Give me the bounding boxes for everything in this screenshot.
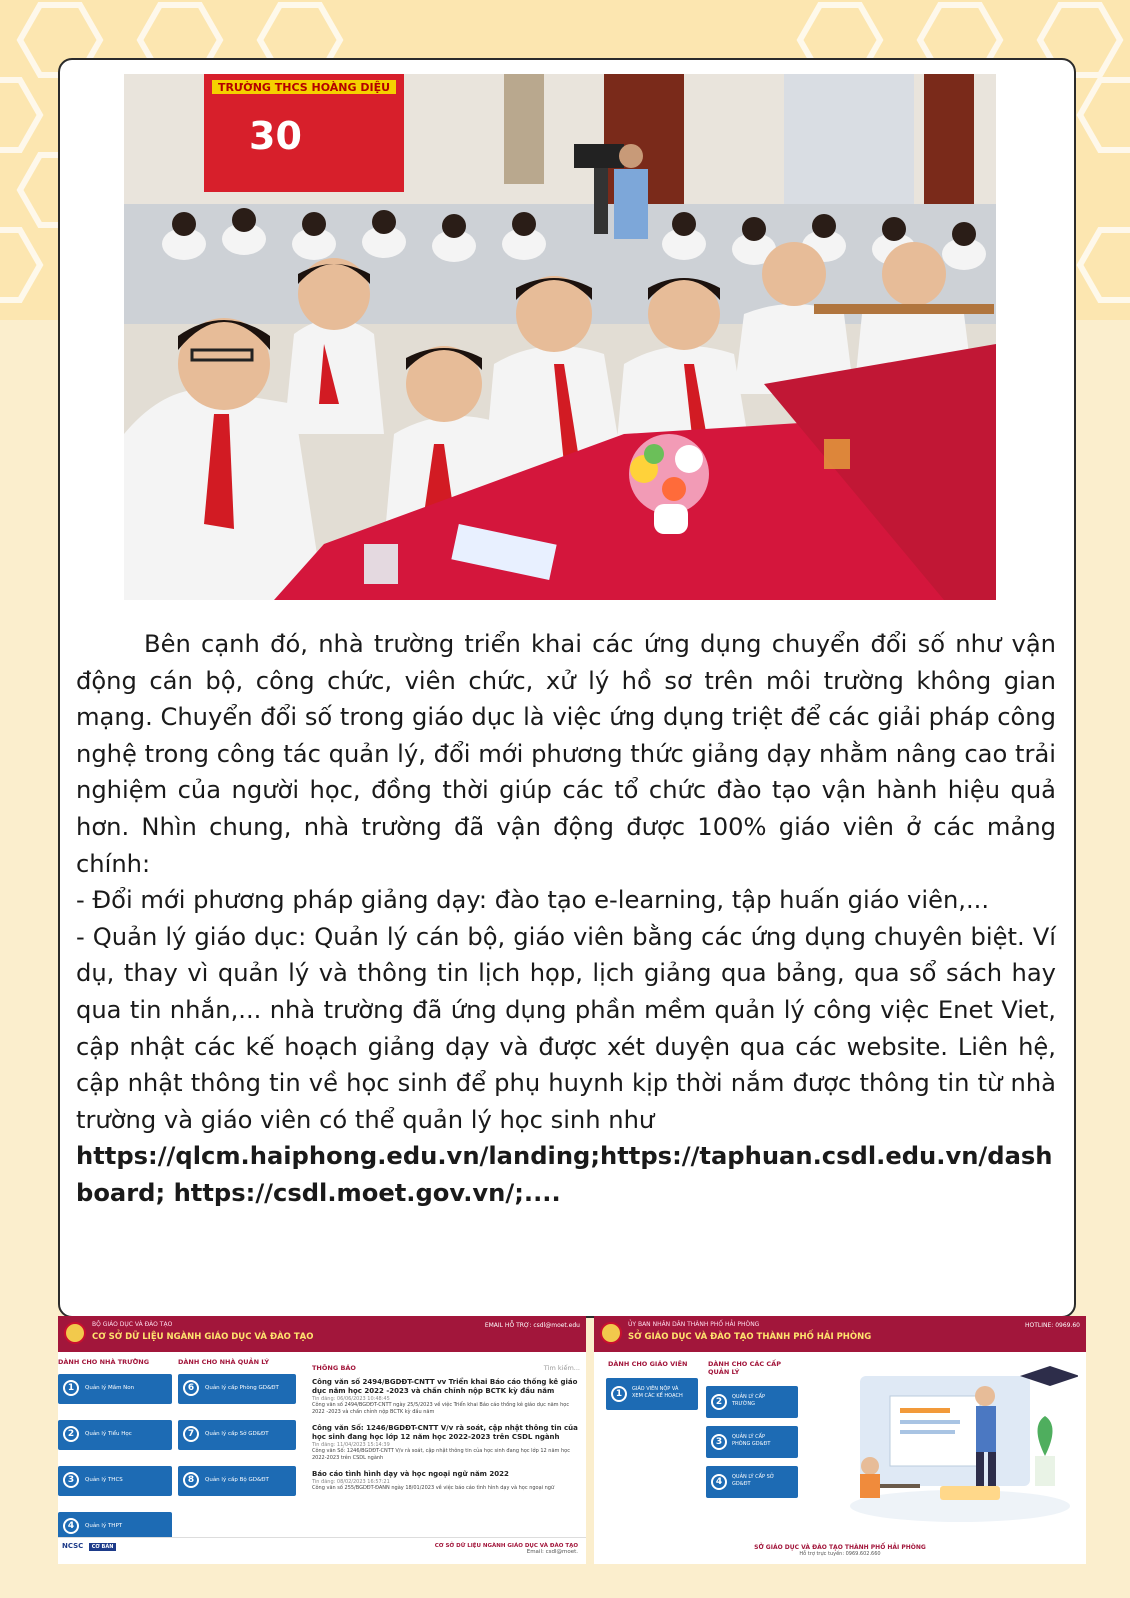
moet-org: BỘ GIÁO DỤC VÀ ĐÀO TẠO bbox=[92, 1321, 173, 1328]
office-illustration bbox=[830, 1356, 1078, 1528]
news-item-date: Tin đăng: 08/02/2023 16:57:21 bbox=[312, 1479, 390, 1485]
tile-district-admin[interactable] bbox=[706, 1426, 798, 1458]
intro-paragraph: Bên cạnh đó, nhà trường triển khai các ứng dụng chuyển đổi số như vận động cán bộ, công chức, viên chức, xử lý hồ sơ trên môi trường không gian mạng. Chuyển đổi số trong giáo dục là việc ứng dụng triệt để các giải pháp công nghệ trong công tác quản lý, đổi mới phương thức giảng dạy nhằm nâng cao trải nghiệm của người học, đồng thời giúp các tổ chức đào tạo vận hành hiệu quả hơn. Nhìn chung, nhà trường đã vận động được 100% giáo viên ở các mảng chính: bbox=[76, 630, 1056, 878]
moet-title: CƠ SỞ DỮ LIỆU NGÀNH GIÁO DỤC VÀ ĐÀO TẠO bbox=[92, 1332, 314, 1342]
tile-preschool[interactable] bbox=[58, 1374, 172, 1404]
news-item-title: Báo cáo tình hình dạy và học ngoại ngữ năm 2022 bbox=[312, 1470, 509, 1478]
tile-number: 7 bbox=[183, 1426, 199, 1442]
haiphong-footer-title: SỞ GIÁO DỤC VÀ ĐÀO TẠO THÀNH PHỐ HẢI PHÒNG bbox=[754, 1544, 926, 1551]
ncsc-label: NCSC bbox=[62, 1542, 84, 1550]
news-item[interactable] bbox=[312, 1378, 580, 1416]
moet-footer-email: Email: csdl@moet. bbox=[526, 1549, 578, 1555]
tile-department-admin[interactable] bbox=[706, 1466, 798, 1498]
moet-footer-text bbox=[435, 1543, 578, 1555]
website-links[interactable]: https://qlcm.haiphong.edu.vn/landing;https://taphuan.csdl.edu.vn/dashboard; https://csdl.moet.gov.vn/;.... bbox=[76, 1142, 1053, 1207]
tile-number: 2 bbox=[63, 1426, 79, 1442]
moet-footer-title: CƠ SỞ DỮ LIỆU NGÀNH GIÁO DỤC VÀ ĐÀO TẠO bbox=[434, 1543, 578, 1549]
haiphong-hotline: HOTLINE: 0969.60 bbox=[1024, 1322, 1080, 1329]
news-item[interactable] bbox=[312, 1470, 580, 1492]
haiphong-footer-hotline: Hỗ trợ trực tuyến: 0969.602.660 bbox=[799, 1551, 881, 1557]
news-item-excerpt: Công văn Số: 1246/BGDĐT-CNTT V/v rà soát, cập nhật thông tin của học sinh đang học lớp 12 năm học 2022-2023 trên CSDL ngành bbox=[312, 1448, 570, 1461]
moet-footer bbox=[58, 1537, 586, 1564]
tile-label: Quản lý cấp Bộ GD&ĐT bbox=[205, 1477, 269, 1483]
haiphong-title: SỞ GIÁO DỤC VÀ ĐÀO TẠO THÀNH PHỐ HẢI PHÒNG bbox=[628, 1332, 872, 1342]
news-item-title: Công văn Số: 1246/BGDĐT-CNTT V/v rà soát, cập nhật thông tin của học sinh đang học lớp 12 năm học 2022-2023 trên CSDL ngành bbox=[312, 1424, 578, 1441]
moet-support-email: EMAIL HỖ TRỢ: csdl@moet.edu bbox=[484, 1322, 580, 1329]
tile-label: Quản lý cấp Sở GD&ĐT bbox=[205, 1431, 269, 1437]
tile-label: Quản lý THCS bbox=[85, 1477, 123, 1483]
col-teacher-heading: DÀNH CHO GIÁO VIÊN bbox=[608, 1360, 688, 1368]
ncsc-badge bbox=[62, 1542, 116, 1550]
moet-header bbox=[58, 1316, 586, 1352]
tile-number: 6 bbox=[183, 1380, 199, 1396]
article-body bbox=[76, 626, 1056, 1212]
tile-teacher-plans[interactable] bbox=[606, 1378, 698, 1410]
tile-secondary[interactable] bbox=[58, 1466, 172, 1496]
tile-school-admin[interactable] bbox=[706, 1386, 798, 1418]
tile-label: Quản lý Tiểu Học bbox=[85, 1431, 132, 1437]
col-school-heading: DÀNH CHO NHÀ TRƯỜNG bbox=[58, 1358, 150, 1366]
news-item[interactable] bbox=[312, 1424, 580, 1462]
tile-department[interactable] bbox=[178, 1420, 296, 1450]
tile-ministry[interactable] bbox=[178, 1466, 296, 1496]
tile-number: 3 bbox=[711, 1434, 727, 1450]
tile-number: 1 bbox=[63, 1380, 79, 1396]
news-item-excerpt: Công văn số 2494/BGDĐT-CNTT ngày 25/5/2023 về việc Triển khai Báo cáo thống kê giáo dục năm học 2022 -2023 và chấn chỉnh nộp BCTK kỳ đầu năm bbox=[312, 1402, 570, 1415]
news-item-date: Tin đăng: 06/06/2023 10:48:45 bbox=[312, 1396, 390, 1402]
tile-label: QUẢN LÝ CẤP TRƯỜNG bbox=[732, 1394, 766, 1407]
haiphong-portal-screenshot bbox=[594, 1316, 1086, 1564]
banner-number: 30 bbox=[249, 114, 302, 158]
tile-label: Quản lý THPT bbox=[85, 1523, 123, 1529]
haiphong-footer bbox=[594, 1538, 1086, 1564]
tile-label: QUẢN LÝ CẤP SỞ GD&ĐT bbox=[732, 1474, 775, 1487]
news-heading bbox=[312, 1364, 580, 1372]
tile-number: 4 bbox=[63, 1518, 79, 1534]
banner-text: TRƯỜNG THCS HOÀNG DIỆU bbox=[217, 81, 391, 94]
moet-database-screenshot bbox=[58, 1316, 586, 1564]
ncsc-level: CƠ BẢN bbox=[89, 1543, 117, 1551]
tile-district-office[interactable] bbox=[178, 1374, 296, 1404]
tile-number: 8 bbox=[183, 1472, 199, 1488]
tile-number: 1 bbox=[611, 1386, 627, 1402]
col-admin-heading: DÀNH CHO CÁC CẤP QUẢN LÝ bbox=[708, 1360, 781, 1376]
tile-number: 2 bbox=[711, 1394, 727, 1410]
news-panel bbox=[312, 1364, 580, 1500]
national-emblem-icon bbox=[600, 1322, 622, 1344]
tile-label: QUẢN LÝ CẤP PHÒNG GD&ĐT bbox=[732, 1434, 771, 1447]
bullet-education-management: - Quản lý giáo dục: Quản lý cán bộ, giáo viên bằng các ứng dụng chuyên biệt. Ví dụ, thay vì quản lý và thông tin lịch họp, lịch giảng qua bảng, qua sổ sách hay qua tin nhắn,... nhà trường đã ứng dụng phần mềm quản lý công việc Enet Viet, cập nhật các kế hoạch giảng dạy và được xét duyện qua các website. Liên hệ, cập nhật thông tin về học sinh để phụ huynh kịp thời nắm được thông tin từ nhà trường và giáo viên có thể quản lý học sinh như bbox=[76, 922, 1056, 1134]
news-item-title: Công văn số 2494/BGDĐT-CNTT vv Triển khai Báo cáo thống kê giáo dục năm học 2022 -2023 và chấn chỉnh nộp BCTK kỳ đầu năm bbox=[312, 1378, 578, 1395]
news-item-date: Tin đăng: 11/04/2023 15:14:39 bbox=[312, 1442, 390, 1448]
tile-label: GIÁO VIÊN NỘP VÀ XEM CÁC KẾ HOẠCH bbox=[632, 1386, 683, 1399]
news-title: THÔNG BÁO bbox=[312, 1364, 356, 1372]
national-emblem-icon bbox=[64, 1322, 86, 1344]
tile-number: 4 bbox=[711, 1474, 727, 1490]
tile-number: 3 bbox=[63, 1472, 79, 1488]
classroom-photo bbox=[124, 74, 996, 600]
haiphong-header bbox=[594, 1316, 1086, 1352]
content-card bbox=[58, 58, 1076, 1318]
tile-label: Quản lý Mầm Non bbox=[85, 1385, 135, 1391]
bullet-teaching-methods: - Đổi mới phương pháp giảng dạy: đào tạo e-learning, tập huấn giáo viên,... bbox=[76, 886, 990, 915]
col-manager-heading: DÀNH CHO NHÀ QUẢN LÝ bbox=[178, 1358, 270, 1366]
haiphong-org: ỦY BAN NHÂN DÂN THÀNH PHỐ HẢI PHÒNG bbox=[628, 1321, 760, 1328]
news-search-input[interactable]: Tìm kiếm... bbox=[543, 1364, 580, 1372]
tile-primary[interactable] bbox=[58, 1420, 172, 1450]
news-item-excerpt: Công văn số 255/BGDĐT-ĐANN ngày 18/01/2023 về việc báo cáo tình hình dạy và học ngoại ngữ bbox=[312, 1485, 555, 1491]
tile-label: Quản lý cấp Phòng GD&ĐT bbox=[205, 1385, 279, 1391]
